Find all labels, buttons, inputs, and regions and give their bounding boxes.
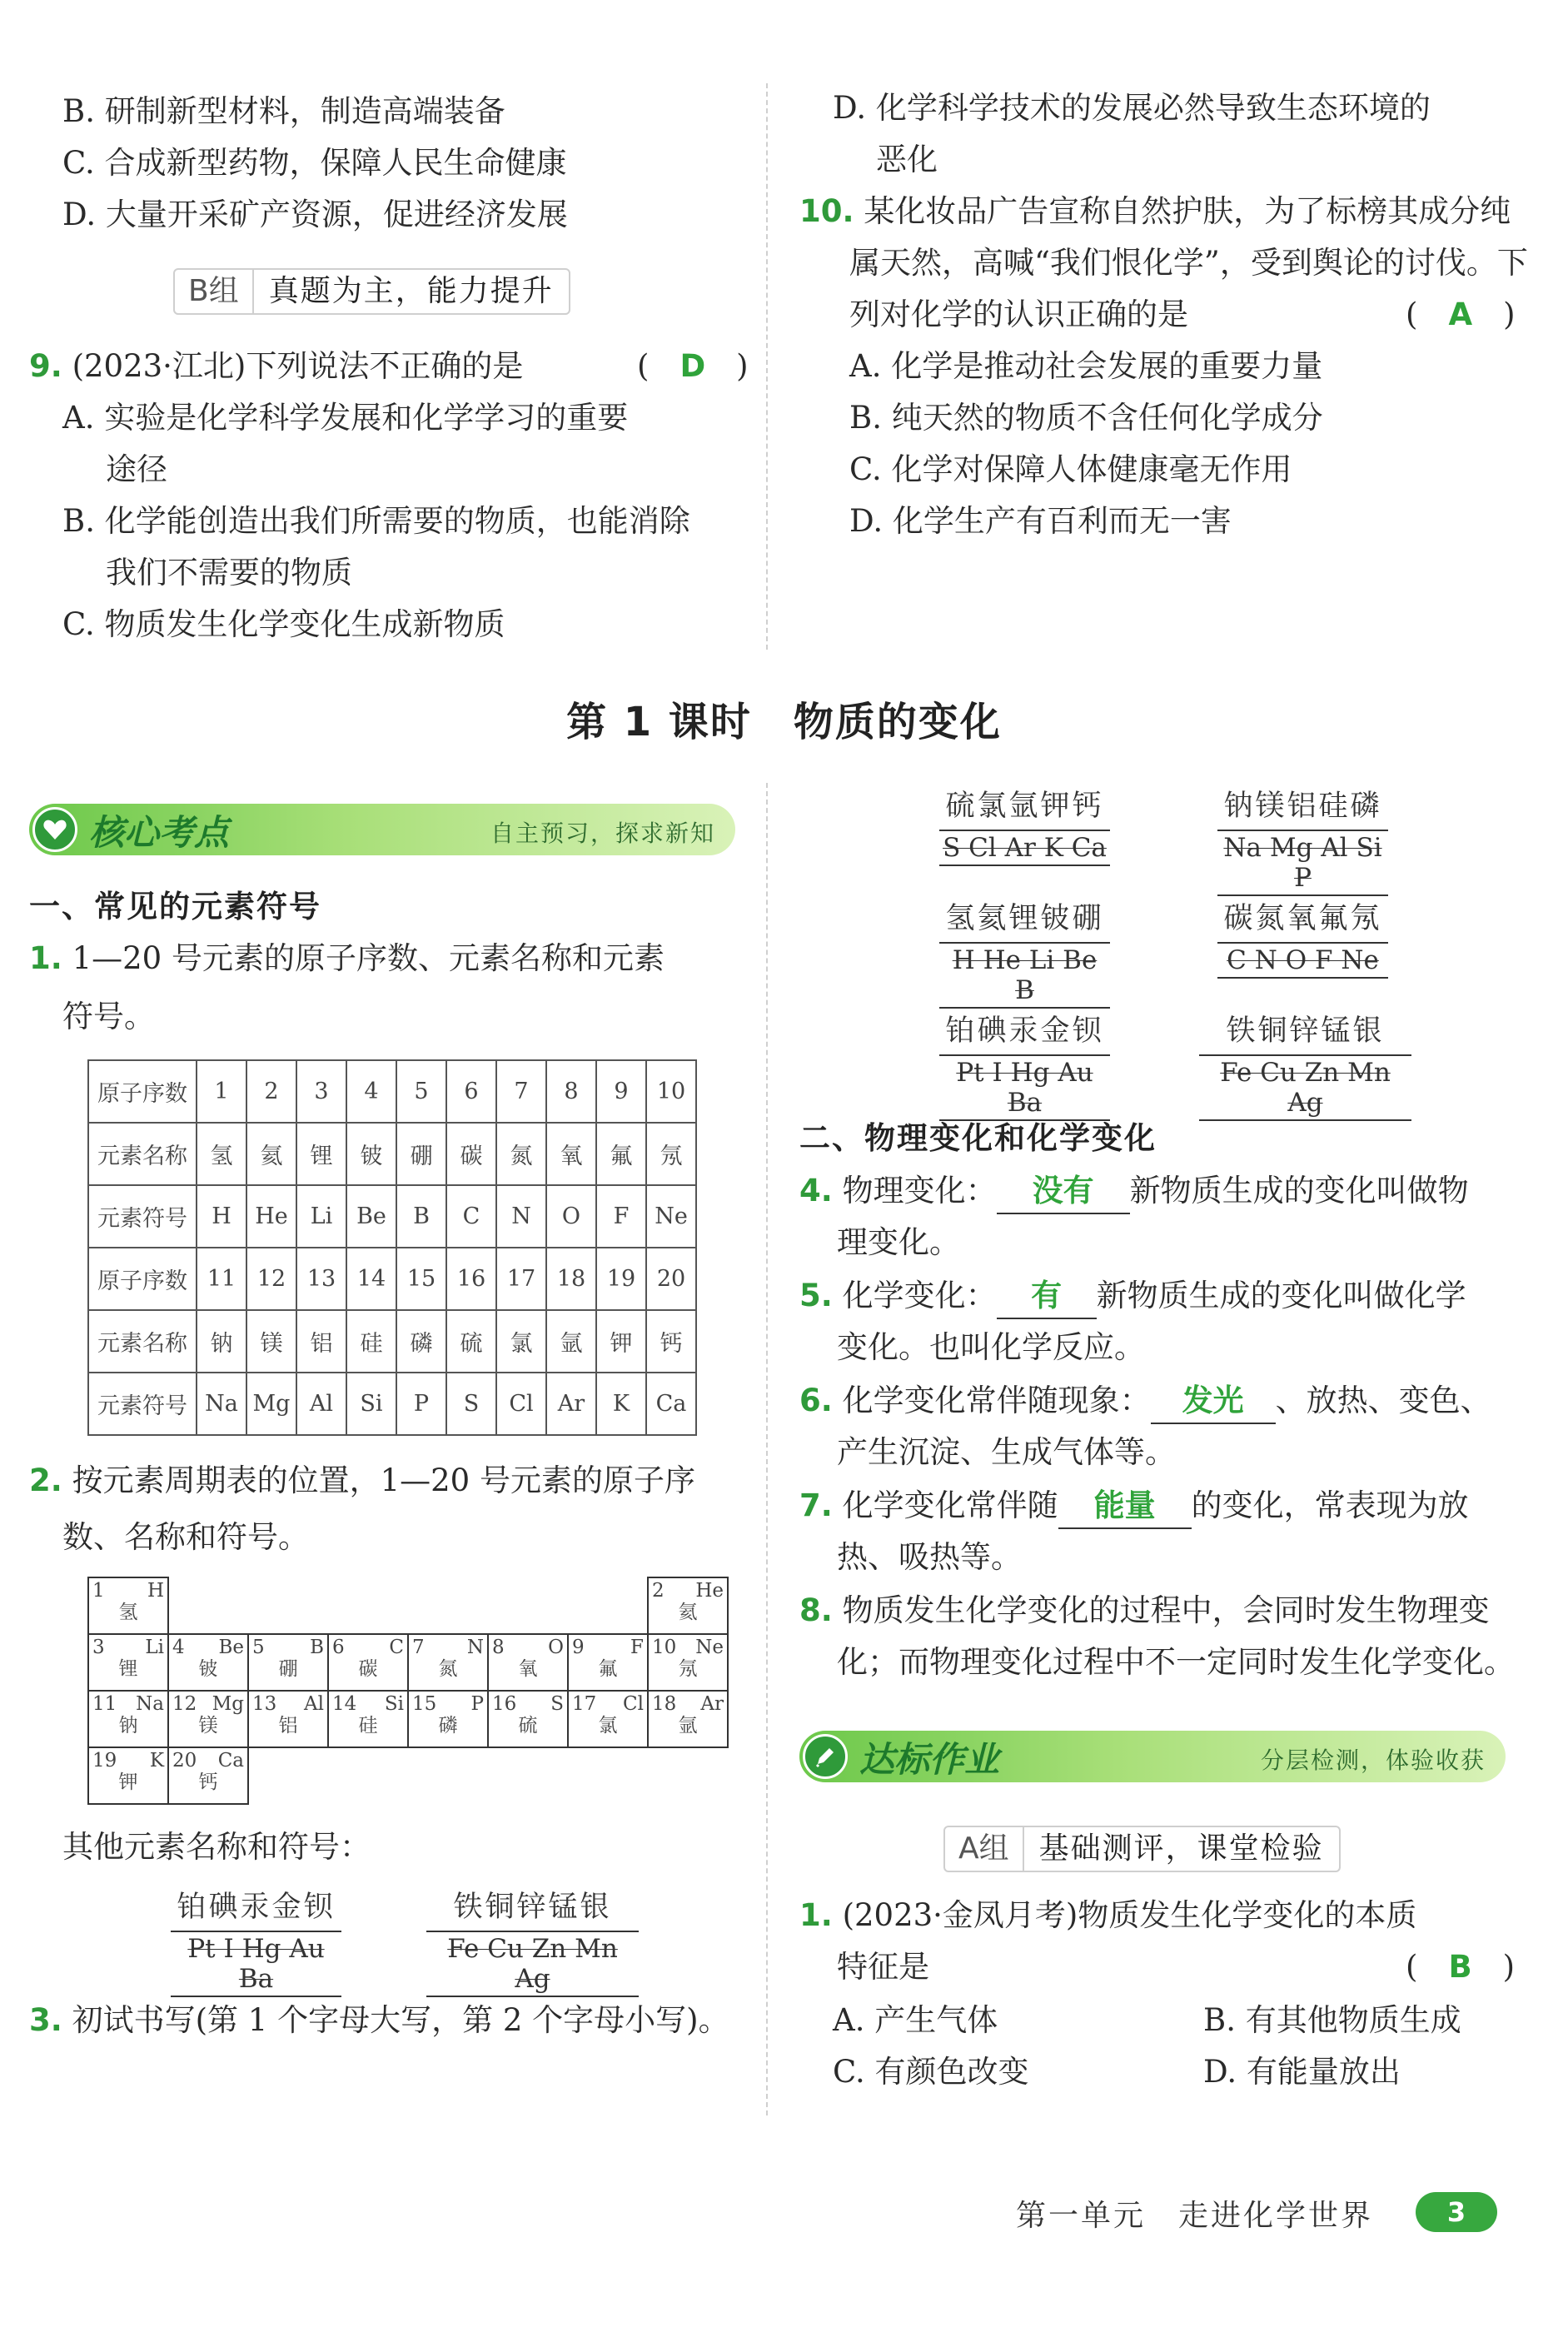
table-cell: H [197,1185,246,1248]
element-pair [939,783,1110,866]
item8-line2: 化；而物理变化过程中不一定同时发生化学变化。 [837,1644,1515,1680]
table-cell: 钠 [197,1310,246,1373]
atomic-number: 18 [652,1693,677,1715]
q9-option-c: C. 物质发生化学变化生成新物质 [62,606,505,642]
item6-text-b: 、放热、变色、 [1275,1383,1491,1418]
element-name: 氢 [118,1602,138,1623]
atomic-number: 9 [572,1637,585,1658]
table-cell: 20 [646,1248,696,1310]
table-cell: Li [296,1185,346,1248]
table-cell: He [246,1185,296,1248]
option-c: C. 合成新型药物，保障人民生命健康 [62,145,567,181]
element-symbol: Mg [212,1693,244,1715]
pair-symbols: Fe Cu Zn Mn Ag [426,1931,639,1997]
table-cell: Be [346,1185,396,1248]
item7-line2: 热、吸热等。 [837,1539,1022,1575]
element-name: 锂 [118,1658,138,1680]
item2-line1 [29,1459,695,1502]
item8-number: 8. [799,1592,833,1628]
table-cell: 4 [346,1060,396,1123]
table-cell: O [546,1185,596,1248]
element-symbol: Ne [695,1637,724,1658]
item6-text-a: 化学变化常伴随现象： [842,1383,1151,1418]
pair-names: 铁铜锌锰银 [453,1891,612,1924]
element-symbol: P [470,1693,484,1715]
item7-line1 [799,1484,1469,1529]
column-divider-top [766,83,768,650]
option-d-line1: D. 化学科学技术的发展必然导致生态环境的 [833,90,1431,126]
hw1-line2: 特征是 [837,1949,929,1985]
element-symbol: S [550,1693,564,1715]
atomic-number: 12 [172,1693,197,1715]
element-symbol: Be [218,1637,244,1658]
table-row-header: 元素符号 [88,1185,197,1248]
table-cell: 19 [596,1248,646,1310]
pair-names: 钠镁铝硅磷 [1223,790,1382,823]
item7-text-b: 的变化，常表现为放 [1191,1487,1469,1523]
atomic-number: 5 [252,1637,265,1658]
table-row-header: 原子序数 [88,1248,197,1310]
table-cell: C [446,1185,496,1248]
item4-text-b: 新物质生成的变化叫做物 [1129,1173,1469,1208]
column-divider-bottom [766,783,768,2115]
periodic-cell-he [647,1577,729,1635]
periodic-cell-k [87,1747,169,1805]
element-symbol: F [630,1637,644,1658]
pair-symbols: H He Li Be B [939,942,1110,1009]
footer-unit-title: 第一单元 走进化学世界 [1016,2199,1374,2233]
q9-option-a-line1: A. 实验是化学科学发展和化学学习的重要 [62,400,629,436]
atomic-number: 20 [172,1750,197,1771]
element-pair [939,895,1110,1009]
table-cell: 2 [246,1060,296,1123]
table-row [88,1310,696,1373]
option-d-line2: 恶化 [876,142,938,177]
table-cell: Mg [246,1373,296,1435]
item1-line1 [29,937,665,980]
item4-number: 4. [799,1173,833,1208]
table-cell: 18 [546,1248,596,1310]
element-name: 氩 [678,1715,698,1737]
table-cell: 氧 [546,1123,596,1185]
element-symbol: Si [384,1693,404,1715]
item5-number: 5. [799,1278,833,1313]
table-row [88,1123,696,1185]
table-cell: K [596,1373,646,1435]
homework-subtitle: 分层检测，体验收获 [1260,1747,1486,1774]
hw1-option-b: B. 有其他物质生成 [1203,2002,1461,2038]
hw1-option-c: C. 有颜色改变 [833,2054,1029,2090]
element-symbol: C [389,1637,404,1658]
element-name: 硫 [518,1715,538,1737]
table-cell: 15 [396,1248,446,1310]
atomic-number: 10 [652,1637,677,1658]
option-d: D. 大量开采矿产资源，促进经济发展 [62,197,568,232]
page-number: 3 [1416,2192,1497,2232]
heart-icon [32,807,77,852]
element-pair [1199,1008,1411,1121]
item7-blank: 能量 [1058,1484,1192,1529]
item6-blank: 发光 [1151,1379,1276,1424]
element-name: 氮 [438,1658,458,1680]
table-cell: Ca [646,1373,696,1435]
element-symbol: B [310,1637,324,1658]
periodic-cell-o [487,1633,569,1692]
table-cell: 5 [396,1060,446,1123]
periodic-cell-p [407,1690,489,1748]
table-cell: 氢 [197,1123,246,1185]
atomic-number: 14 [332,1693,357,1715]
group-b-label: B组 [175,270,254,313]
q9-number: 9. [29,348,62,384]
table-cell: 镁 [246,1310,296,1373]
table-cell: 硅 [346,1310,396,1373]
periodic-cell-f [567,1633,649,1692]
periodic-cell-s [487,1690,569,1748]
periodic-cell-ca [167,1747,249,1805]
item4-blank: 没有 [997,1169,1130,1214]
element-symbol: K [149,1750,164,1771]
element-name: 铍 [198,1658,218,1680]
table-row [88,1185,696,1248]
table-cell: N [496,1185,546,1248]
item6-number: 6. [799,1383,833,1418]
q10-line3: 列对化学的认识正确的是 [849,296,1188,332]
q10-line1 [799,190,1511,233]
atomic-number: 2 [652,1580,665,1602]
element-pair [1217,895,1388,979]
table-cell: 1 [197,1060,246,1123]
pair-symbols: C N O F Ne [1217,942,1388,979]
element-name: 钾 [118,1771,138,1793]
pair-names: 碳氮氧氟氖 [1223,902,1382,935]
element-symbol: N [466,1637,484,1658]
element-symbol: Ca [217,1750,244,1771]
hw1-option-d: D. 有能量放出 [1203,2054,1401,2090]
table-cell: Al [296,1373,346,1435]
q10-option-a: A. 化学是推动社会发展的重要力量 [849,348,1323,384]
element-symbol: Li [145,1637,164,1658]
q10-line2: 属天然，高喊“我们恨化学”，受到舆论的讨伐。下 [849,245,1528,281]
table-cell: 氩 [546,1310,596,1373]
item1-line2: 符号。 [62,999,155,1034]
table-cell: Na [197,1373,246,1435]
table-cell: 氯 [496,1310,546,1373]
table-cell: 8 [546,1060,596,1123]
group-b-box [173,268,570,315]
element-table [87,1059,697,1436]
table-cell: 磷 [396,1310,446,1373]
table-cell: 锂 [296,1123,346,1185]
q10-option-d: D. 化学生产有百利而无一害 [849,503,1232,539]
q10-answer: A [1448,296,1473,332]
q9-option-a-line2: 途径 [106,451,167,487]
table-row [88,1373,696,1435]
item4-text-a: 物理变化： [842,1173,997,1208]
table-cell: 7 [496,1060,546,1123]
q10-number: 10. [799,193,854,229]
q9-answer: D [679,348,706,384]
atomic-number: 15 [412,1693,437,1715]
element-name: 钠 [118,1715,138,1737]
table-cell: 10 [646,1060,696,1123]
table-cell: S [446,1373,496,1435]
atomic-number: 3 [92,1637,105,1658]
periodic-cell-n [407,1633,489,1692]
item7-number: 7. [799,1487,833,1523]
table-cell: 氮 [496,1123,546,1185]
table-cell: 氖 [646,1123,696,1185]
hw1-option-a: A. 产生气体 [833,2002,998,2038]
element-symbol: He [695,1580,724,1602]
table-cell: F [596,1185,646,1248]
group-a-label: A组 [945,1827,1024,1871]
atomic-number: 6 [332,1637,345,1658]
q10-text1: 某化妆品广告宣称自然护肤，为了标榜其成分纯 [864,193,1511,229]
q9-stem-line [29,345,523,388]
table-cell: 3 [296,1060,346,1123]
q10-option-c: C. 化学对保障人体健康毫无作用 [849,451,1292,487]
element-pair [1217,783,1388,896]
periodic-cell-ne [647,1633,729,1692]
homework-title: 达标作业 [859,1739,1000,1780]
element-symbol: H [147,1580,164,1602]
item2-number: 2. [29,1463,62,1498]
atomic-number: 4 [172,1637,185,1658]
q10-option-b: B. 纯天然的物质不含任何化学成分 [849,400,1323,436]
table-cell: 硫 [446,1310,496,1373]
element-name: 钙 [198,1771,218,1793]
table-cell: 硼 [396,1123,446,1185]
periodic-cell-mg [167,1690,249,1748]
lesson-title: 第 1 课时 物质的变化 [566,699,1002,745]
element-name: 硅 [358,1715,378,1737]
table-cell: Ar [546,1373,596,1435]
item3-line [29,1999,729,2042]
hw1-answer-paren: ( B ) [1406,1949,1516,1985]
table-cell: 12 [246,1248,296,1310]
element-name: 氦 [678,1602,698,1623]
element-name: 氧 [518,1658,538,1680]
element-pair [426,1884,639,1997]
item5-line2: 变化。也叫化学反应。 [837,1329,1145,1365]
element-name: 磷 [438,1715,458,1737]
item3-number: 3. [29,2002,62,2038]
table-row [88,1248,696,1310]
periodic-cell-li [87,1633,169,1692]
item6-line1 [799,1379,1491,1424]
hw1-text1: (2023·金凤月考)物质发生化学变化的本质 [842,1897,1417,1933]
q9-stem: (2023·江北)下列说法不正确的是 [72,348,524,384]
table-cell: 氟 [596,1123,646,1185]
table-cell: 11 [197,1248,246,1310]
table-cell: 6 [446,1060,496,1123]
table-row-header: 原子序数 [88,1060,197,1123]
element-pair [939,1008,1110,1121]
section-1-heading: 一、常见的元素符号 [29,889,321,924]
element-symbol: Ar [700,1693,724,1715]
element-symbol: Al [304,1693,324,1715]
item6-line2: 产生沉淀、生成气体等。 [837,1434,1176,1470]
atomic-number: 1 [92,1580,105,1602]
element-name: 铝 [278,1715,298,1737]
periodic-cell-cl [567,1690,649,1748]
element-symbol: Na [136,1693,164,1715]
table-cell: Cl [496,1373,546,1435]
element-name: 碳 [358,1658,378,1680]
table-cell: 碳 [446,1123,496,1185]
item5-line1 [799,1274,1466,1319]
periodic-cell-ar [647,1690,729,1748]
periodic-cell-h [87,1577,169,1635]
q10-answer-paren: ( A ) [1406,296,1516,332]
atomic-number: 16 [492,1693,517,1715]
item3-text: 初试书写(第 1 个字母大写，第 2 个字母小写)。 [72,2002,729,2038]
periodic-cell-b [247,1633,329,1692]
q9-answer-paren: ( D ) [637,348,749,384]
q9-option-b-line1: B. 化学能创造出我们所需要的物质，也能消除 [62,503,690,539]
atomic-number: 8 [492,1637,505,1658]
core-points-title: 核心考点 [89,812,230,853]
pair-symbols: Pt I Hg Au Ba [171,1931,341,1997]
element-symbol: Cl [623,1693,644,1715]
homework-banner [799,1731,1506,1782]
table-cell: 铝 [296,1310,346,1373]
item4-line1 [799,1169,1469,1214]
pair-symbols: Fe Cu Zn Mn Ag [1199,1054,1411,1121]
table-cell: 铍 [346,1123,396,1185]
pair-names: 硫氯氩钾钙 [945,790,1104,823]
atomic-number: 13 [252,1693,277,1715]
pair-names: 铂碘汞金钡 [177,1891,336,1924]
table-cell: Ne [646,1185,696,1248]
section-2-heading: 二、物理变化和化学变化 [799,1120,1157,1156]
other-elements-label: 其他元素名称和符号： [62,1829,371,1865]
pair-names: 氢氦锂铍硼 [945,902,1104,935]
element-name: 氟 [598,1658,618,1680]
item1-number: 1. [29,940,62,976]
table-cell: 9 [596,1060,646,1123]
table-cell: 16 [446,1248,496,1310]
table-cell: 14 [346,1248,396,1310]
element-name: 镁 [198,1715,218,1737]
table-cell: B [396,1185,446,1248]
atomic-number: 7 [412,1637,425,1658]
element-name: 硼 [278,1658,298,1680]
table-cell: P [396,1373,446,1435]
q9-option-b-line2: 我们不需要的物质 [106,555,352,590]
pair-symbols: Pt I Hg Au Ba [939,1054,1110,1121]
periodic-cell-na [87,1690,169,1748]
item5-text-b: 新物质生成的变化叫做化学 [1096,1278,1466,1313]
item8-text-a: 物质发生化学变化的过程中，会同时发生物理变 [842,1592,1490,1628]
element-name: 氖 [678,1658,698,1680]
group-a-text: 基础测评，课堂检验 [1038,1831,1324,1866]
table-cell: 钙 [646,1310,696,1373]
table-cell: Si [346,1373,396,1435]
core-points-banner [29,804,735,855]
item1-text1: 1—20 号元素的原子序数、元素名称和元素 [72,940,665,976]
periodic-cell-si [327,1690,409,1748]
periodic-cell-c [327,1633,409,1692]
table-row [88,1060,696,1123]
pair-names: 铂碘汞金钡 [945,1014,1104,1048]
item2-text1: 按元素周期表的位置，1—20 号元素的原子序 [72,1463,695,1498]
element-pair [171,1884,341,1997]
item7-text-a: 化学变化常伴随 [842,1487,1058,1523]
table-row-header: 元素符号 [88,1373,197,1435]
core-points-subtitle: 自主预习，探求新知 [490,820,715,847]
option-b: B. 研制新型材料，制造高端装备 [62,93,505,129]
table-cell: 17 [496,1248,546,1310]
pencil-icon [803,1734,848,1779]
table-cell: 13 [296,1248,346,1310]
group-a-box [943,1826,1341,1872]
item2-line2: 数、名称和符号。 [62,1519,309,1555]
pair-names: 铁铜锌锰银 [1226,1014,1385,1048]
hw1-answer: B [1448,1949,1472,1985]
periodic-cell-be [167,1633,249,1692]
atomic-number: 11 [92,1693,117,1715]
table-row-header: 元素名称 [88,1310,197,1373]
pair-symbols: S Cl Ar K Ca [939,830,1110,866]
item8-line1 [799,1589,1490,1632]
table-row-header: 元素名称 [88,1123,197,1185]
element-name: 氯 [598,1715,618,1737]
hw1-line1 [799,1894,1416,1937]
table-cell: 钾 [596,1310,646,1373]
item4-line2: 理变化。 [837,1224,960,1260]
item5-text-a: 化学变化： [842,1278,997,1313]
table-cell: 氦 [246,1123,296,1185]
item5-blank: 有 [997,1274,1097,1319]
group-b-text: 真题为主，能力提升 [268,274,554,308]
hw1-number: 1. [799,1897,833,1933]
pair-symbols: Na Mg Al Si P [1217,830,1388,896]
periodic-cell-al [247,1690,329,1748]
atomic-number: 19 [92,1750,117,1771]
element-symbol: O [548,1637,564,1658]
atomic-number: 17 [572,1693,597,1715]
